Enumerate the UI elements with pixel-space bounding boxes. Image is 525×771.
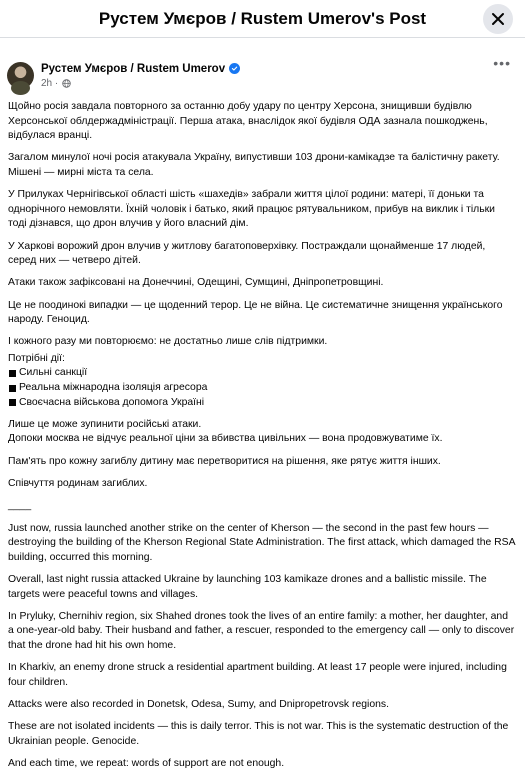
post-paragraph: Just now, russia launched another strike on the center of Kherson — the second in the past few hours — destroying the building of the Kherson Regional State Administration. The first attack, which damaged the RSA building, occurred this morning. — [8, 522, 515, 563]
post-paragraph: In Kharkiv, an enemy drone struck a residential apartment building. At least 17 people were injured, including four children. — [8, 662, 507, 688]
needs-title: Потрібні дії: — [8, 352, 65, 364]
author-line — [41, 63, 240, 75]
post-header — [0, 38, 525, 100]
post-paragraph: In Pryluky, Chernihiv region, six Shahed drones took the lives of an entire family: a mother, her daughter, and a one-year-old baby. Their husband and father, a rescuer, responded to the emergency call — only to discover that the drone had hit his own home. — [8, 610, 515, 651]
post-paragraph: These are not isolated incidents — this is daily terror. This is not war. This is the systematic destruction of the Ukrainian people. Genocide. — [8, 721, 509, 747]
verified-badge-icon — [229, 63, 240, 74]
post-paragraph: And each time, we repeat: words of support are not enough. — [8, 757, 285, 769]
modal-title: Рустем Умєров / Rustem Umerov's Post — [98, 8, 427, 28]
post-paragraph: Загалом минулої ночі росія атакувала Україну, випустивши 103 дрони-камікадзе та балістичну ракету. Мішені — мирні міста та села. — [8, 152, 500, 178]
post-paragraph: Attacks were also recorded in Donetsk, Odesa, Sumy, and Dnipropetrovsk regions. — [8, 698, 389, 710]
list-item: Своєчасна військова допомога Україні — [8, 396, 516, 411]
square-bullet-icon — [9, 370, 16, 377]
post-paragraph: Overall, last night russia attacked Ukraine by launching 103 kamikaze drones and a ballistic missile. The targets were peaceful towns and villages. — [8, 573, 487, 600]
more-options-icon[interactable]: ••• — [493, 55, 511, 71]
avatar[interactable] — [7, 62, 34, 89]
author-name[interactable]: Рустем Умєров / Rustem Umerov — [41, 62, 226, 75]
square-bullet-icon — [9, 385, 16, 392]
post-paragraph: Співчуття родинам загиблих. — [8, 477, 148, 489]
list-item: Сильні санкції — [8, 366, 516, 381]
post-body — [0, 100, 525, 771]
list-item: Реальна міжнародна ізоляція агресора — [8, 381, 516, 396]
language-divider: ____ — [8, 500, 32, 512]
globe-icon — [62, 79, 71, 88]
needs-block — [8, 352, 516, 410]
close-button[interactable] — [483, 4, 513, 34]
post-paragraph: І кожного разу ми повторюємо: не достатньо лише слів підтримки. — [8, 336, 328, 348]
author-block — [41, 63, 240, 89]
close-icon — [491, 12, 505, 26]
post-paragraph: Атаки також зафіксовані на Донеччині, Одещині, Сумщині, Дніпропетровщині. — [8, 277, 384, 289]
post-paragraph: Пам'ять про кожну загиблу дитину має перетворитися на рішення, яке рятує життя інших. — [8, 455, 441, 467]
post-time[interactable]: 2h — [41, 77, 53, 89]
post-paragraph: Щойно росія завдала повторного за останню добу удару по центру Херсона, знищивши будівлю Херсонської облдержадміністрації. Перша атака, внаслідок якої будівля ОДА зазнала пошкоджень, відбулася вранці. — [8, 101, 488, 142]
post-paragraph: У Харкові ворожий дрон влучив у житлову багатоповерхівку. Постраждали щонайменше 17 людей, серед них — четверо дітей. — [8, 240, 486, 267]
modal-header — [0, 0, 525, 38]
post-meta: 2h · — [41, 78, 240, 89]
square-bullet-icon — [9, 399, 16, 406]
post-paragraph: Це не поодинокі випадки — це щоденний терор. Це не війна. Це систематичне знищення українського народу. Геноцид. — [8, 299, 503, 326]
post-paragraph: Лише це може зупинити російські атаки. Допоки москва не відчує реальної ціни за вбивства цивільних — вона продовжуватиме їх. — [8, 418, 443, 445]
post-paragraph: У Прилуках Чернігівської області шість «шахедів» забрали життя цілої родини: матері, її доньки та однорічного немовляти. Їхній чоловік і батько, який працює рятувальником, прибув на виклик і тільки тоді дізнався, що дрон влучив у його власний дім. — [8, 189, 495, 230]
